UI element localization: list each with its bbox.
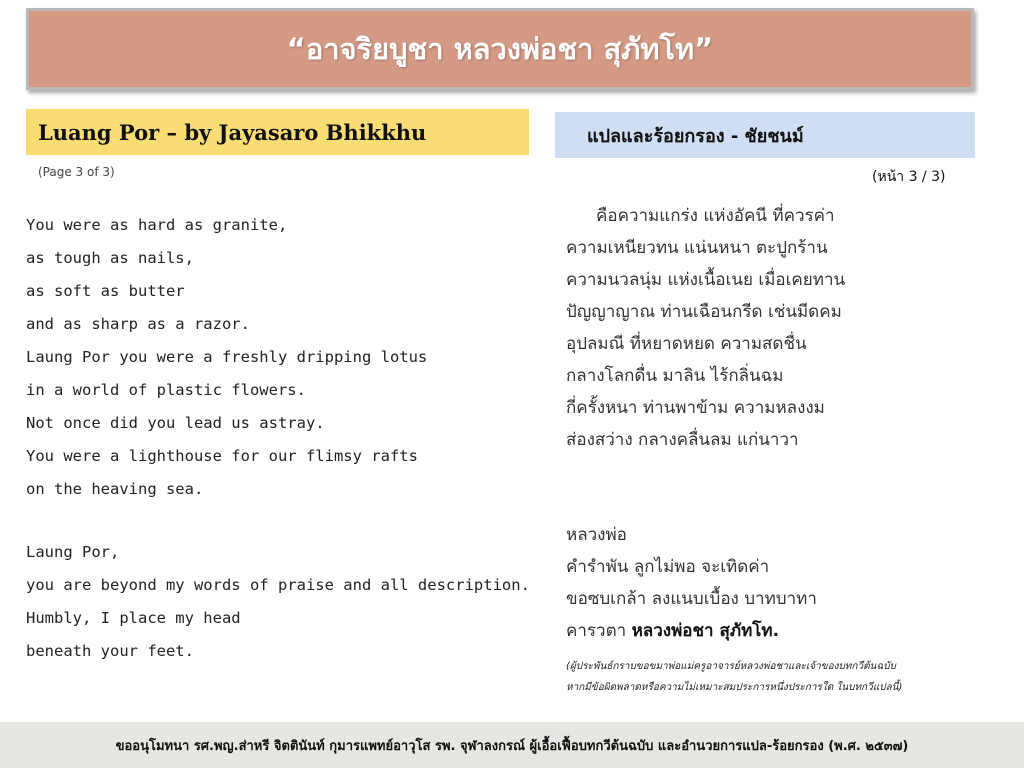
thai-poem-line: ความนวลนุ่ม แห่งเนื้อเนย เมื่อเคยทาน	[566, 270, 846, 290]
english-poem-line: Laung Por you were a freshly dripping lotus	[26, 348, 428, 366]
thai-poem-line: คำรำพัน ลูกไม่พอ จะเทิดค่า	[566, 557, 770, 577]
english-poem-line: You were as hard as granite,	[26, 216, 288, 234]
title-banner	[26, 8, 974, 90]
english-poem-heading: Luang Por – by Jayasaro Bhikkhu	[26, 109, 529, 155]
english-poem	[26, 212, 546, 671]
thai-poem	[566, 201, 976, 648]
final-line-prefix: คารวตา	[566, 621, 632, 641]
english-poem-line: as tough as nails,	[26, 249, 194, 267]
thai-poem-line: ปัญญาญาณ ท่านเฉือนกรีด เช่นมีดคม	[566, 302, 842, 322]
thai-poem-line: กลางโลกดื่น มาลิน ไร้กลิ่นฉม	[566, 366, 784, 386]
english-poem-line: You were a lighthouse for our flimsy rafts	[26, 447, 418, 465]
thai-page-indicator: (หน้า 3 / 3)	[872, 169, 946, 185]
thai-poem-line: ส่องสว่าง กลางคลื่นลม แก่นาวา	[566, 430, 799, 450]
thai-poem-line: ขอซบเกล้า ลงแนบเบื้อง บาทบาทา	[566, 589, 817, 609]
english-poem-line: on the heaving sea.	[26, 480, 204, 498]
english-poem-line: you are beyond my words of praise and all description.	[26, 576, 530, 594]
thai-poem-line: คือความแกร่ง แห่งอัคนี ที่ควรค่า	[596, 206, 835, 226]
thai-translation-heading: แปลและร้อยกรอง - ชัยชนม์	[555, 112, 975, 158]
english-page-indicator: (Page 3 of 3)	[38, 165, 115, 179]
thai-poem-line: ความเหนียวทน แน่นหนา ตะปูกร้าน	[566, 238, 828, 258]
english-poem-line: beneath your feet.	[26, 642, 194, 660]
translator-note-line: หากมีข้อผิดพลาดหรือความไม่เหมาะสมประการหนึ่งประการใด ในบทกวีแปลนี้)	[566, 682, 903, 693]
final-line-emphasis: หลวงพ่อชา สุภัทโท.	[631, 621, 780, 641]
thai-poem-line: อุปลมณี ที่หยาดหยด ความสดชื่น	[566, 334, 807, 354]
english-poem-line: as soft as butter	[26, 282, 185, 300]
acknowledgement-text: ขออนุโมทนา รศ.พญ.ส่าหรี จิตตินันท์ กุมารแพทย์อาวุโส รพ. จุฬาลงกรณ์ ผู้เอื้อเฟื้อบทกวีต้นฉบับ และอำนวยการแปล-ร้อยกรอง (พ.ศ. ๒๕๓๗)	[115, 738, 909, 754]
page-title: “อาจริยบูชา หลวงพ่อชา สุภัทโท”	[286, 32, 714, 66]
thai-poem-line: หลวงพ่อ	[566, 525, 627, 545]
english-poem-line: Laung Por,	[26, 543, 120, 561]
english-poem-line: and as sharp as a razor.	[26, 315, 250, 333]
english-poem-line: Not once did you lead us astray.	[26, 414, 325, 432]
english-poem-line: in a world of plastic flowers.	[26, 381, 306, 399]
thai-poem-final-line	[566, 616, 976, 648]
thai-poem-line: กี่ครั้งหนา ท่านพาข้าม ความหลงงม	[566, 398, 825, 418]
translator-note	[566, 656, 966, 698]
acknowledgement-footer	[0, 722, 1024, 768]
translator-note-line: (ผู้ประพันธ์กราบขอขมาพ่อแม่ครูอาจารย์หลวงพ่อชาและเจ้าของบทกวีต้นฉบับ	[566, 661, 896, 672]
stanza-gap	[26, 509, 546, 539]
stanza-gap	[566, 457, 976, 520]
english-poem-line: Humbly, I place my head	[26, 609, 241, 627]
